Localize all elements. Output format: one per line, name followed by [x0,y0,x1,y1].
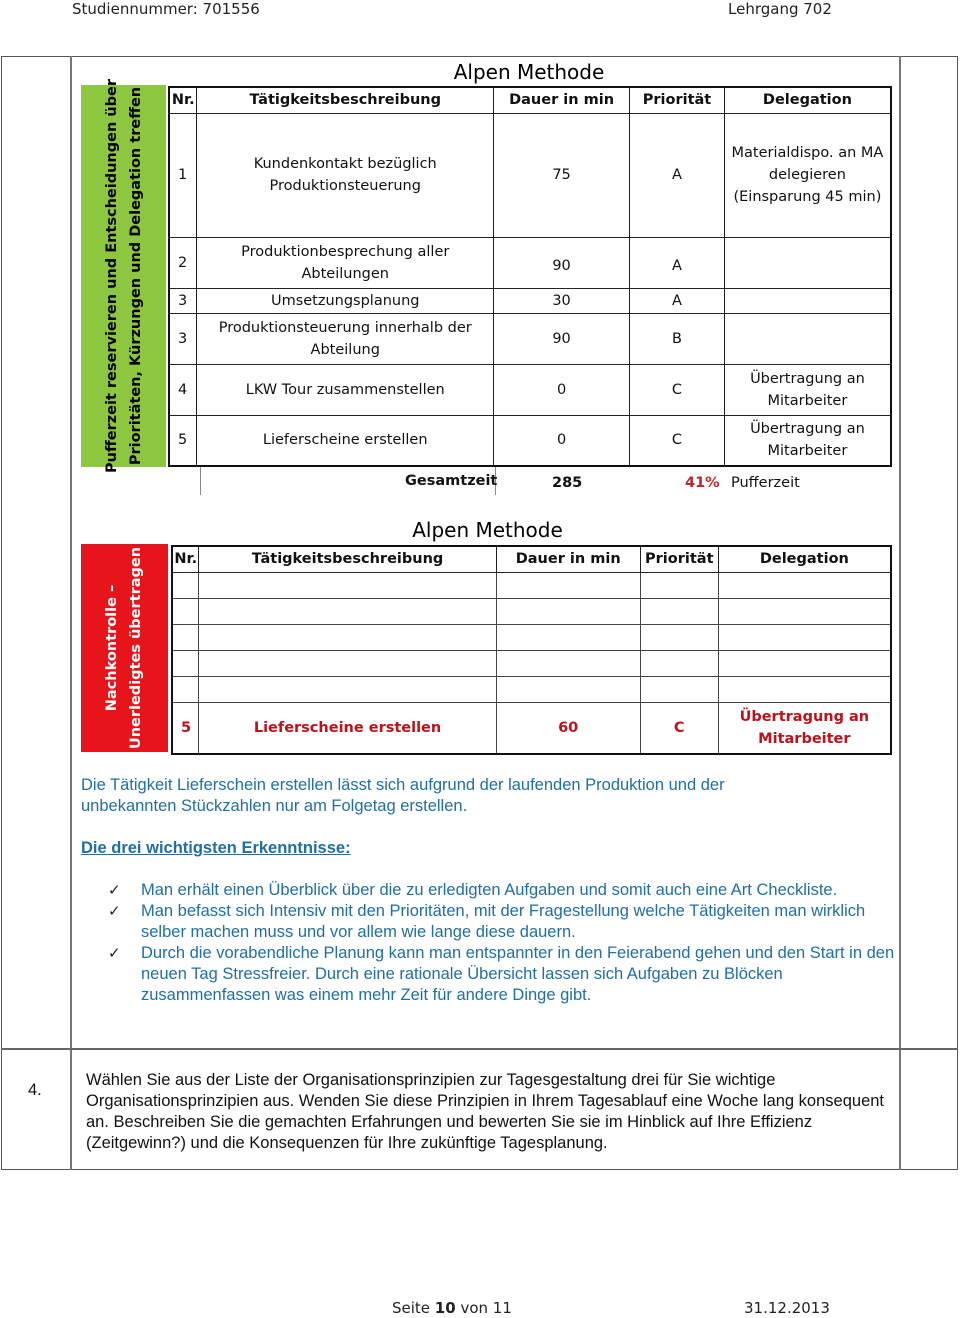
cell-delegation: Übertragung an Mitarbeiter [718,702,891,754]
cell-description: Produktionbesprechung aller Abteilungen [197,237,494,288]
carried-over-row [172,702,891,754]
list-item: ✓ Durch die vorabendliche Planung kann man entspannter in den Feierabend gehen und den Start in den neuen Tag Stressfreier. Durch eine rationale Übersicht lassen sich Aufgaben zu Blöcken zusammenfassen was einem mehr Zeit für andere Dinge gibt. [108,944,895,1004]
col-description: Tätigkeitsbeschreibung [197,87,494,113]
cell-delegation [724,237,891,288]
cell-priority: C [630,364,725,415]
col-duration: Dauer in min [496,546,640,572]
buffer-percent: 41% [685,475,720,491]
side-label-line2: Prioritäten, Kürzungen und Delegation treffen [127,86,144,466]
cell-priority: C [630,415,725,466]
header-student-number: Studiennummer: 701556 [72,0,260,18]
cell-duration: 90 [494,237,630,288]
total-value: 285 [552,475,583,491]
frame-divider-left [70,56,72,1170]
cell-delegation: Übertragung an Mitarbeiter [724,364,891,415]
empty-table-row [172,598,891,624]
cell-nr: 4 [169,364,197,415]
totals-left-rule [200,467,201,495]
col-delegation: Delegation [724,87,891,113]
cell-priority: A [630,237,725,288]
cell-nr: 5 [172,702,199,754]
col-priority: Priorität [640,546,718,572]
insights-list [108,880,898,1006]
frame-divider-right [899,56,901,1170]
cell-priority: A [630,288,725,313]
table-title-bottom: Alpen Methode [412,518,563,542]
cell-description: Lieferscheine erstellen [197,415,494,466]
alpen-table-followup [171,545,892,755]
table-row [169,237,891,288]
total-label: Gesamtzeit [405,473,498,489]
table-row [169,288,891,313]
frame-row-divider [1,1048,958,1050]
table-header-row [169,87,891,113]
col-priority: Priorität [630,87,725,113]
side-label-line1: Pufferzeit reservieren und Entscheidungen über [103,79,120,473]
cell-priority: A [630,113,725,237]
list-item: ✓ Man befasst sich Intensiv mit den Prioritäten, mit der Fragestellung welche Tätigkeiten man wirklich selber machen muss und vor allem wie lange diese dauern. [108,902,866,941]
notes-heading: Die drei wichtigsten Erkenntnisse: [81,839,351,857]
cell-delegation [724,313,891,364]
empty-table-row [172,650,891,676]
footer-date: 31.12.2013 [744,1299,830,1317]
table-row [169,313,891,364]
checkmark-icon: ✓ [108,944,121,962]
cell-nr: 1 [169,113,197,237]
checkmark-icon: ✓ [108,902,121,920]
cell-duration: 0 [494,415,630,466]
cell-delegation: Übertragung an Mitarbeiter [724,415,891,466]
col-duration: Dauer in min [494,87,630,113]
col-nr: Nr. [169,87,197,113]
cell-description: Kundenkontakt bezüglich Produktionsteuerung [197,113,494,237]
footer-page-number: Seite 10 von 11 [392,1299,512,1317]
empty-table-row [172,572,891,598]
table-title-top: Alpen Methode [453,60,605,84]
side-label-line1: Nachkontrolle – [104,584,121,712]
cell-duration: 90 [494,313,630,364]
cell-description: LKW Tour zusammenstellen [197,364,494,415]
notes-paragraph: Die Tätigkeit Lieferschein erstellen lässt sich aufgrund der laufenden Produktion und der unbekannten Stückzahlen nur am Folgetag erstellen. [81,776,725,815]
cell-duration: 75 [494,113,630,237]
cell-duration: 30 [494,288,630,313]
cell-nr: 5 [169,415,197,466]
empty-table-row [172,676,891,702]
cell-nr: 3 [169,313,197,364]
col-nr: Nr. [172,546,199,572]
cell-delegation [724,288,891,313]
side-label-buffer [81,79,166,473]
cell-duration: 60 [496,702,640,754]
side-label-line2: Unerledigtes übertragen [128,546,145,750]
question-text: Wählen Sie aus der Liste der Organisationsprinzipien zur Tagesgestaltung drei für Sie wichtige Organisationsprinzipien aus. Wenden Sie diese Prinzipien in Ihrem Tagesablauf eine Woche lang konsequent an. Beschreiben Sie die gemachten Erfahrungen und bewerten Sie sie im Hinblick auf Ihre Effizienz (Zeitgewinn?) und die Konsequenzen für Ihre zukünftige Tagesplanung. [86,1071,885,1152]
table-row [169,415,891,466]
buffer-label: Pufferzeit [731,475,800,491]
cell-description: Lieferscheine erstellen [199,702,496,754]
cell-priority: B [630,313,725,364]
table-row [169,113,891,237]
col-description: Tätigkeitsbeschreibung [199,546,496,572]
list-item: ✓ Man erhält einen Überblick über die zu erledigten Aufgaben und somit auch eine Art Checkliste. [108,881,838,899]
cell-nr: 2 [169,237,197,288]
question-number: 4. [28,1081,42,1099]
cell-description: Produktionsteuerung innerhalb der Abteilung [197,313,494,364]
cell-delegation: Materialdispo. an MA delegieren (Einsparung 45 min) [724,113,891,237]
cell-description: Umsetzungsplanung [197,288,494,313]
cell-priority: C [640,702,718,754]
col-delegation: Delegation [718,546,891,572]
checkmark-icon: ✓ [108,881,121,899]
cell-duration: 0 [494,364,630,415]
side-label-followup [81,544,168,752]
table-header-row [172,546,891,572]
current-page: 10 [434,1299,456,1317]
table-row [169,364,891,415]
cell-nr: 3 [169,288,197,313]
alpen-table-plan [168,86,892,467]
header-course: Lehrgang 702 [728,0,832,18]
empty-table-row [172,624,891,650]
total-pages: 11 [492,1299,512,1317]
